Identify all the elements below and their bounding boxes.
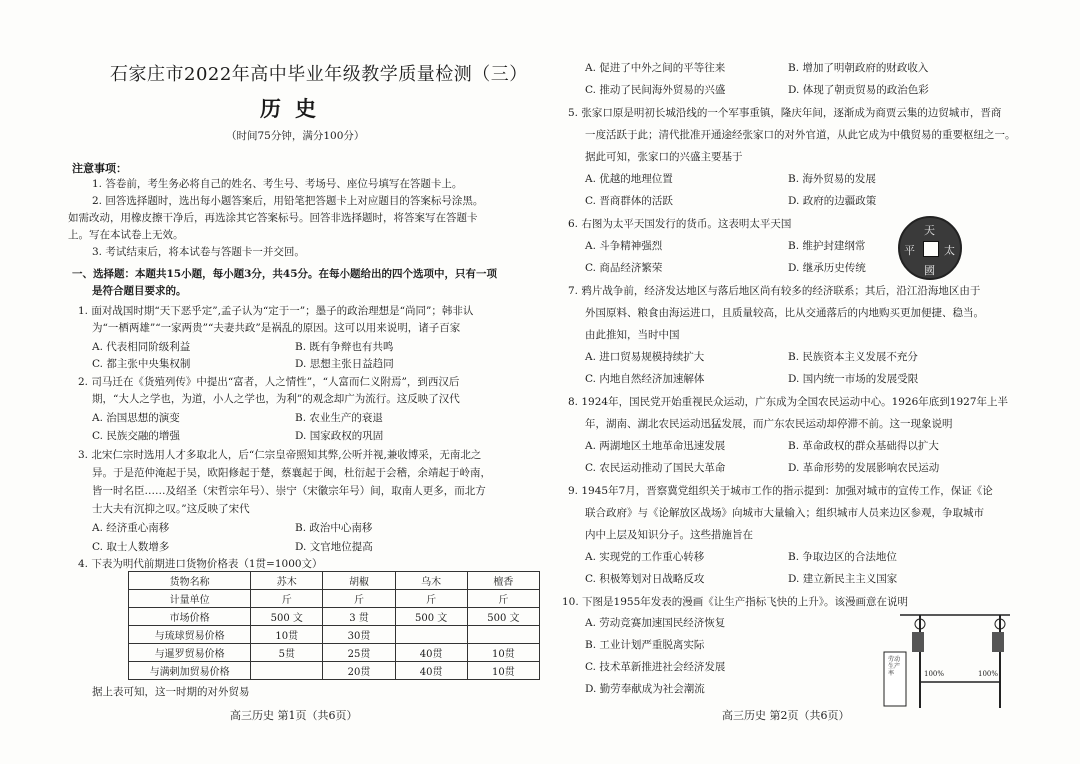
option-d: D. 革命形势的发展影响农民运动 xyxy=(788,462,940,474)
question-stem: 8. 1924年，国民党开始重视民众运动，广东成为全国农民运动中心。1926年底到1927年上半 xyxy=(568,396,1009,408)
question-stem: 期，“大人之学也，为道，小人之学也，为利”的观念却广为流行。这反映了汉代 xyxy=(92,393,460,405)
table-row xyxy=(129,572,540,590)
question-stem: 士大夫有沉抑之叹。”这反映了宋代 xyxy=(92,503,250,515)
table-cell: 10贯 xyxy=(467,662,539,680)
exam-title: 石家庄市2022年高中毕业年级教学质量检测（三） xyxy=(110,64,528,85)
option-c: C. 商品经济繁荣 xyxy=(585,262,663,274)
coin-hole xyxy=(923,241,939,257)
option-c: C. 农民运动推动了国民大革命 xyxy=(585,462,726,474)
table-cell: 40贯 xyxy=(395,644,467,662)
table-row xyxy=(129,662,540,680)
option-a: A. 进口贸易规模持续扩大 xyxy=(585,351,705,363)
table-cell: 500 文 xyxy=(251,608,323,626)
table-cell: 斤 xyxy=(467,590,539,608)
question-stem: 一度活跃于此；清代批准开通途经张家口的对外官道，从此它成为中俄贸易的重要枢纽之一。 xyxy=(585,129,1016,141)
page-footer: 高三历史 第2页（共6页） xyxy=(722,709,850,722)
table-cell: 500 文 xyxy=(395,608,467,626)
option-a: A. 经济重心南移 xyxy=(92,522,170,534)
table-cell: 与琉球贸易价格 xyxy=(129,626,251,644)
option-b: B. 既有争辩也有共鸣 xyxy=(295,341,394,353)
option-d: D. 继承历史传统 xyxy=(788,262,866,274)
cartoon-label-left: 100% xyxy=(924,670,945,678)
option-d: D. 勤劳奉献成为社会潮流 xyxy=(585,683,705,695)
option-b: B. 争取边区的合法地位 xyxy=(788,551,897,563)
cartoon-label-right: 100% xyxy=(978,670,999,678)
coin-char-left: 平 xyxy=(904,244,915,257)
table-cell: 25贯 xyxy=(323,644,395,662)
option-c: C. 技术革新推进社会经济发展 xyxy=(585,661,726,673)
option-c: C. 内地自然经济加速解体 xyxy=(585,373,705,385)
coin-image xyxy=(898,216,962,280)
table-cell: 500 文 xyxy=(467,608,539,626)
question-stem: 10. 下图是1955年发表的漫画《让生产指标飞快的上升》。该漫画意在说明 xyxy=(562,596,909,608)
option-c: C. 取士人数增多 xyxy=(92,541,170,553)
question-stem: 皆一时名臣……及绍圣（宋哲宗年号）、崇宁（宋徽宗年号）间，取南人更多，而北方 xyxy=(92,485,486,497)
question-stem: 外国原料、粮食由海运进口，且质量较高，比从交通落后的内地购买更加便捷、稳当。 xyxy=(585,307,984,319)
section-heading: 是符合题目要求的。 xyxy=(92,285,187,297)
option-b: B. 维护封建纲常 xyxy=(788,240,866,252)
table-cell: 檀香 xyxy=(467,572,539,590)
price-table xyxy=(128,571,540,680)
option-b: B. 民族资本主义发展不充分 xyxy=(788,351,918,363)
table-row xyxy=(129,644,540,662)
option-a: A. 实现党的工作重心转移 xyxy=(585,551,705,563)
option-d: D. 文官地位提高 xyxy=(295,541,373,553)
option-d: D. 建立新民主主义国家 xyxy=(788,573,898,585)
question-stem: 2. 司马迁在《货殖列传》中提出“富者，人之情性”，“人富而仁义附焉”，到西汉后 xyxy=(78,376,460,388)
option-c: C. 晋商群体的活跃 xyxy=(585,195,673,207)
option-b: B. 工业计划严重脱离实际 xyxy=(585,639,705,651)
question-stem: 年，湖南、湖北农民运动迅猛发展，而广东农民运动却停滞不前。这一现象说明 xyxy=(585,418,953,430)
time-info: （时间75分钟，满分100分） xyxy=(226,130,365,142)
subject-title: 历史 xyxy=(260,96,330,121)
option-a: A. 促进了中外之间的平等往来 xyxy=(585,62,726,74)
coin-char-top: 天 xyxy=(924,224,935,237)
question-stem: 6. 右图为太平天国发行的货币。这表明太平天国 xyxy=(568,218,792,230)
question-tail: 据上表可知，这一时期的对外贸易 xyxy=(92,686,250,698)
question-stem: 据此可知，张家口的兴盛主要基于 xyxy=(585,151,743,163)
option-b: B. 增加了明朝政府的财政收入 xyxy=(788,62,929,74)
notice-line: 3. 考试结束后，将本试卷与答题卡一并交回。 xyxy=(92,246,305,258)
table-cell: 胡椒 xyxy=(323,572,395,590)
option-c: C. 推动了民间海外贸易的兴盛 xyxy=(585,84,726,96)
table-row xyxy=(129,626,540,644)
option-b: B. 海外贸易的发展 xyxy=(788,173,876,185)
table-cell: 斤 xyxy=(251,590,323,608)
option-b: B. 政治中心南移 xyxy=(295,522,373,534)
table-cell: 货物名称 xyxy=(129,572,251,590)
table-cell: 苏木 xyxy=(251,572,323,590)
option-a: A. 劳动竞赛加速国民经济恢复 xyxy=(585,617,726,629)
option-d: D. 思想主张日益趋同 xyxy=(295,358,394,370)
question-stem: 9. 1945年7月，晋察冀党组织关于城市工作的指示提到：加强对城市的宣传工作，保证《论 xyxy=(568,485,993,497)
option-c: C. 民族交融的增强 xyxy=(92,430,180,442)
table-cell: 与满剌加贸易价格 xyxy=(129,662,251,680)
option-a: A. 斗争精神强烈 xyxy=(585,240,663,252)
right-page xyxy=(540,0,1080,764)
table-cell: 10贯 xyxy=(467,644,539,662)
option-a: A. 治国思想的演变 xyxy=(92,412,180,424)
table-cell: 斤 xyxy=(323,590,395,608)
table-cell xyxy=(251,662,323,680)
question-stem: 5. 张家口原是明初长城沿线的一个军事重镇，隆庆年间，逐渐成为商贾云集的边贸城市，晋商 xyxy=(568,107,1002,119)
coin-char-bottom: 國 xyxy=(924,264,935,277)
option-a: A. 两湖地区土地革命迅速发展 xyxy=(585,440,726,452)
table-cell: 20贯 xyxy=(323,662,395,680)
option-a: A. 优越的地理位置 xyxy=(585,173,673,185)
question-stem: 内中上层及知识分子。这些措施旨在 xyxy=(585,529,753,541)
table-cell xyxy=(395,626,467,644)
question-stem: 7. 鸦片战争前，经济发达地区与落后地区尚有较多的经济联系；其后，沿江沿海地区由于 xyxy=(568,285,981,297)
page-footer: 高三历史 第1页（共6页） xyxy=(230,709,358,722)
notice-line: 上。写在本试卷上无效。 xyxy=(68,229,184,241)
cartoon-label-productivity: 劳动生产率 xyxy=(888,656,901,677)
coin-char-right: 太 xyxy=(944,244,955,257)
question-stem: 联合政府》与《论解放区战场》向城市大量输入；组织城市人员来边区参观，争取城市 xyxy=(585,507,984,519)
table-cell: 10贯 xyxy=(251,626,323,644)
notice-line: 2. 回答选择题时，选出每小题答案后，用铅笔把答题卡上对应题目的答案标号涂黑。 xyxy=(92,195,484,207)
question-stem: 为“一栖两雄”“一家两贵”“夫妻共政”是祸乱的原因。这可以用来说明，诸子百家 xyxy=(92,322,461,334)
option-a: A. 代表相同阶级利益 xyxy=(92,341,191,353)
question-stem: 1. 面对战国时期“天下恶乎定”,孟子认为“定于一”；墨子的政治理想是“尚同”；韩非认 xyxy=(78,305,474,317)
table-row xyxy=(129,608,540,626)
table-cell: 市场价格 xyxy=(129,608,251,626)
option-d: D. 政府的边疆政策 xyxy=(788,195,877,207)
table-cell: 30贯 xyxy=(323,626,395,644)
question-stem: 4. 下表为明代前期进口货物价格表（1贯=1000文） xyxy=(78,558,323,570)
option-d: D. 国内统一市场的发展受限 xyxy=(788,373,919,385)
cartoon-image xyxy=(880,610,1020,710)
table-cell: 斤 xyxy=(395,590,467,608)
table-row xyxy=(129,590,540,608)
notice-line: 1. 答卷前，考生务必将自己的姓名、考生号、考场号、座位号填写在答题卡上。 xyxy=(92,178,463,190)
question-stem: 异。于是范仲淹起于吴，欧阳修起于楚，蔡襄起于闽，杜衍起于会稽，余靖起于岭南， xyxy=(92,467,491,479)
section-heading: 一、选择题：本题共15小题，每小题3分，共45分。在每小题给出的四个选项中，只有一项 xyxy=(72,268,498,280)
notice-heading: 注意事项： xyxy=(72,162,127,175)
table-cell: 计量单位 xyxy=(129,590,251,608)
table-cell: 乌木 xyxy=(395,572,467,590)
table-cell: 与暹罗贸易价格 xyxy=(129,644,251,662)
option-c: C. 积极筹划对日战略反攻 xyxy=(585,573,705,585)
option-b: B. 农业生产的衰退 xyxy=(295,412,383,424)
notice-line: 如需改动，用橡皮擦干净后，再选涂其它答案标号。回答非选择题时，将答案写在答题卡 xyxy=(68,212,478,224)
question-stem: 由此推知，当时中国 xyxy=(585,329,680,341)
table-cell xyxy=(467,626,539,644)
table-cell: 5贯 xyxy=(251,644,323,662)
option-d: D. 体现了朝贡贸易的政治色彩 xyxy=(788,84,929,96)
table-cell: 3 贯 xyxy=(323,608,395,626)
option-b: B. 革命政权的群众基础得以扩大 xyxy=(788,440,939,452)
table-cell: 40贯 xyxy=(395,662,467,680)
option-c: C. 都主张中央集权制 xyxy=(92,358,191,370)
question-stem: 3. 北宋仁宗时选用人才多取北人，后“仁宗皇帝照知其弊,公听并视,兼收博采，无南北之 xyxy=(78,449,482,461)
option-d: D. 国家政权的巩固 xyxy=(295,430,384,442)
